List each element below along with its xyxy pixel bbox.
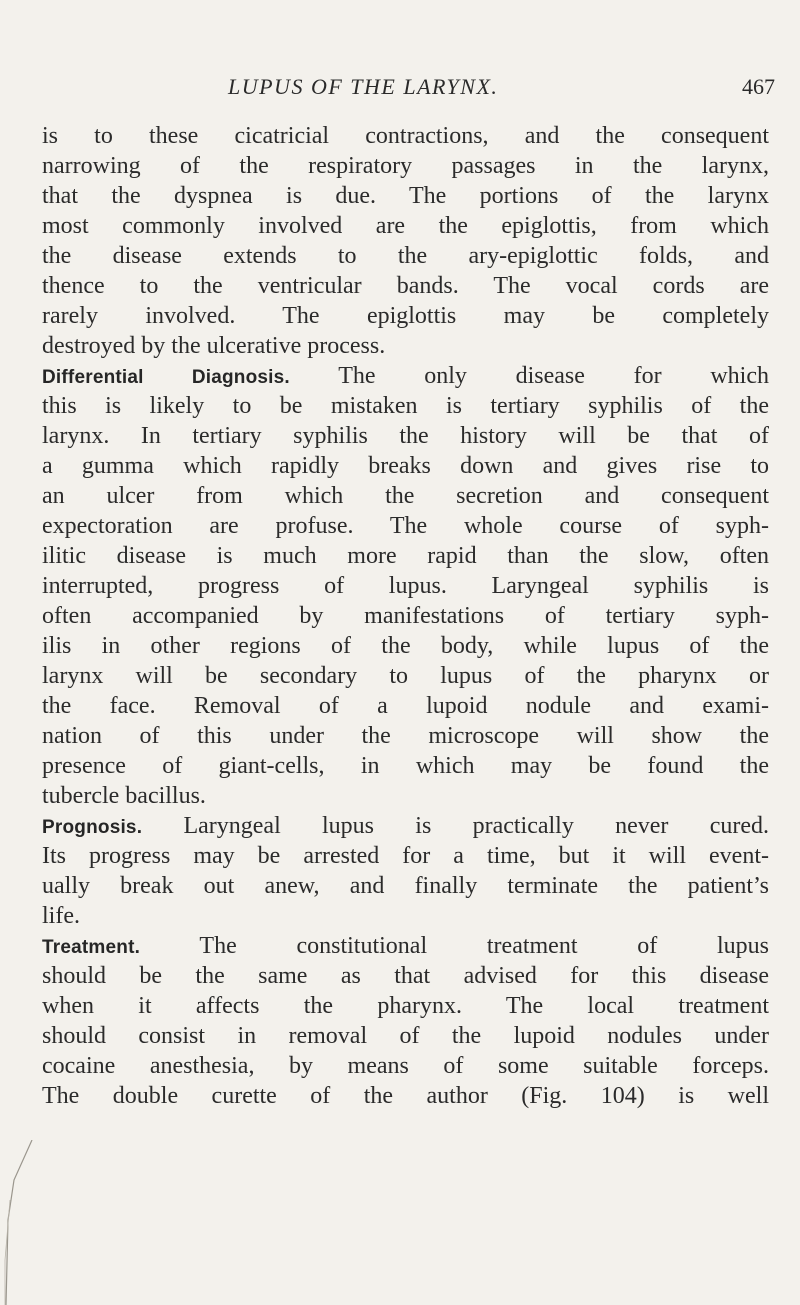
line-text: rarely involved. The epiglottis may be completely: [42, 303, 769, 329]
line-text: ually break out anew, and finally terminate the patient’s: [42, 873, 769, 899]
text-line: [42, 871, 769, 901]
text-line: [42, 241, 769, 271]
line-text: thence to the ventricular bands. The vocal cords are: [42, 273, 769, 299]
line-text: should be the same as that advised for this disease: [42, 963, 769, 989]
text-line: [42, 361, 769, 391]
line-text: Laryngeal lupus is practically never cured.: [142, 813, 769, 839]
running-title: LUPUS OF THE LARYNX.: [228, 74, 499, 99]
text-line: [42, 901, 769, 931]
line-text: larynx will be secondary to lupus of the pharynx or: [42, 663, 769, 689]
text-line: [42, 601, 769, 631]
text-line: [42, 331, 769, 361]
text-line: [42, 931, 769, 961]
text-line: [42, 181, 769, 211]
scan-edge-mark: [2, 1140, 42, 1305]
text-line: [42, 451, 769, 481]
text-line: [42, 1081, 769, 1111]
text-line: [42, 121, 769, 151]
text-line: [42, 1051, 769, 1081]
line-text: the face. Removal of a lupoid nodule and exami-: [42, 693, 769, 719]
line-text: expectoration are profuse. The whole course of syph-: [42, 513, 769, 539]
line-text: when it affects the pharynx. The local treatment: [42, 993, 769, 1019]
text-line: [42, 751, 769, 781]
line-text: the disease extends to the ary-epiglottic folds, and: [42, 243, 769, 269]
line-text: an ulcer from which the secretion and consequent: [42, 483, 769, 509]
line-text: ilis in other regions of the body, while lupus of the: [42, 633, 769, 659]
text-line: [42, 721, 769, 751]
line-text: presence of giant-cells, in which may be found the: [42, 753, 769, 779]
line-text: Its progress may be arrested for a time, but it will event-: [42, 843, 769, 869]
body-text: [42, 121, 769, 1111]
text-line: [42, 691, 769, 721]
text-line: [42, 571, 769, 601]
text-line: [42, 841, 769, 871]
line-text: nation of this under the microscope will show the: [42, 723, 769, 749]
section-heading: Differential Diagnosis.: [42, 367, 290, 388]
text-line: [42, 991, 769, 1021]
text-line: [42, 961, 769, 991]
text-line: [42, 781, 769, 811]
text-line: [42, 151, 769, 181]
text-line: [42, 811, 769, 841]
line-text: narrowing of the respiratory passages in the larynx,: [42, 153, 769, 179]
line-text: destroyed by the ulcerative process.: [42, 333, 386, 359]
line-text: cocaine anesthesia, by means of some suitable forceps.: [42, 1053, 769, 1079]
text-line: [42, 511, 769, 541]
line-text: is to these cicatricial contractions, and the consequent: [42, 123, 769, 149]
running-head: [0, 74, 800, 104]
text-line: [42, 541, 769, 571]
section-heading: Prognosis.: [42, 817, 143, 838]
line-text: The only disease for which: [289, 363, 769, 389]
line-text: often accompanied by manifestations of tertiary syph-: [42, 603, 769, 629]
line-text: a gumma which rapidly breaks down and gives rise to: [42, 453, 769, 479]
line-text: The double curette of the author (Fig. 104) is well: [42, 1083, 769, 1109]
text-line: [42, 391, 769, 421]
text-line: [42, 1021, 769, 1051]
line-text: that the dyspnea is due. The portions of the larynx: [42, 183, 769, 209]
line-text: life.: [42, 903, 80, 929]
line-text: this is likely to be mistaken is tertiary syphilis of the: [42, 393, 769, 419]
text-line: [42, 271, 769, 301]
line-text: most commonly involved are the epiglottis, from which: [42, 213, 769, 239]
text-line: [42, 631, 769, 661]
line-text: should consist in removal of the lupoid nodules under: [42, 1023, 769, 1049]
line-text: interrupted, progress of lupus. Laryngeal syphilis is: [42, 573, 769, 599]
text-line: [42, 481, 769, 511]
text-line: [42, 211, 769, 241]
line-text: larynx. In tertiary syphilis the history will be that of: [42, 423, 769, 449]
line-text: The constitutional treatment of lupus: [140, 933, 769, 959]
line-text: tubercle bacillus.: [42, 783, 206, 809]
line-text: ilitic disease is much more rapid than the slow, often: [42, 543, 769, 569]
section-heading: Treatment.: [42, 937, 141, 958]
text-line: [42, 421, 769, 451]
text-line: [42, 301, 769, 331]
page-number: 467: [742, 74, 775, 99]
text-line: [42, 661, 769, 691]
